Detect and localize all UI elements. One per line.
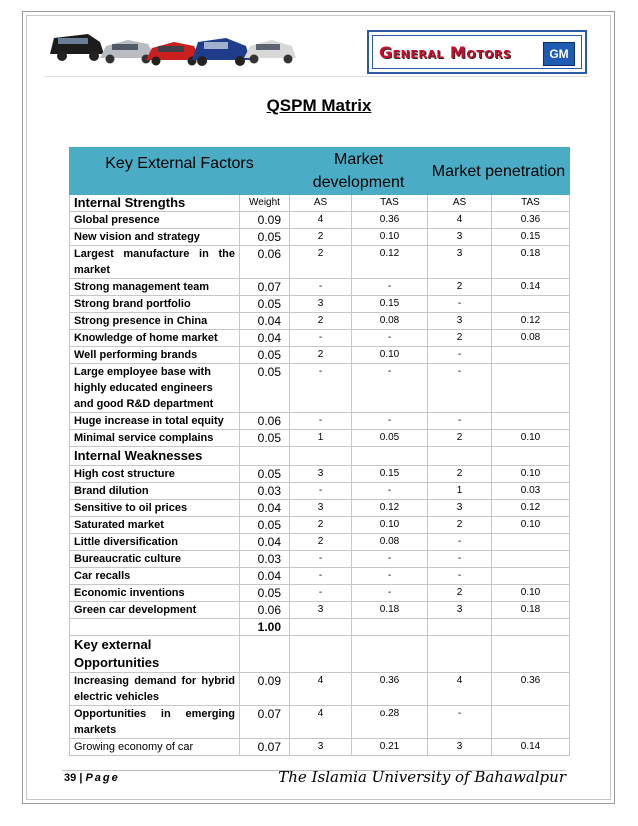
tas1-cell: 0.08	[352, 313, 428, 330]
tas1-cell: -	[352, 483, 428, 500]
factor-cell: Green car development	[70, 602, 240, 619]
as2-cell: 3	[428, 602, 492, 619]
tas2-cell: 0.12	[492, 313, 570, 330]
factor-cell: Opportunities in emerging markets	[70, 706, 240, 739]
empty-cell	[352, 619, 428, 636]
col-weight: Weight	[240, 195, 290, 212]
tas1-cell: -	[352, 364, 428, 413]
factor-cell: Increasing demand for hybrid electric vehicles	[70, 673, 240, 706]
empty-cell	[492, 636, 570, 673]
as1-cell: -	[290, 585, 352, 602]
weight-cell: 0.07	[240, 279, 290, 296]
cars-banner-image	[48, 24, 298, 68]
tas2-cell	[492, 568, 570, 585]
weight-cell: 0.03	[240, 483, 290, 500]
table-row	[70, 246, 570, 279]
as2-cell: -	[428, 568, 492, 585]
factor-cell: Growing economy of car	[70, 739, 240, 756]
as1-cell: 3	[290, 500, 352, 517]
as2-cell: 2	[428, 430, 492, 447]
as2-cell: 4	[428, 673, 492, 706]
empty-cell	[70, 619, 240, 636]
tas2-cell	[492, 413, 570, 430]
col-as-2: AS	[428, 195, 492, 212]
tas2-cell: 0.18	[492, 246, 570, 279]
brand-name: General Motors	[379, 42, 512, 62]
table-row	[70, 534, 570, 551]
as1-cell: 4	[290, 212, 352, 229]
section-internal-strengths: Internal Strengths	[70, 195, 240, 212]
tas2-cell: 0.10	[492, 517, 570, 534]
col-as-1: AS	[290, 195, 352, 212]
tas1-cell: 0.18	[352, 602, 428, 619]
page-number	[64, 772, 120, 784]
table-row	[70, 602, 570, 619]
as2-cell: -	[428, 296, 492, 313]
section-internal-weaknesses-row	[70, 447, 570, 466]
table-row	[70, 347, 570, 364]
table-row	[70, 296, 570, 313]
weight-cell: 0.05	[240, 517, 290, 534]
weight-cell: 0.04	[240, 500, 290, 517]
tas1-cell: -	[352, 585, 428, 602]
gm-logo: GM	[543, 42, 575, 66]
tas1-cell: 0.12	[352, 246, 428, 279]
section-internal-weaknesses: Internal Weaknesses	[70, 447, 240, 466]
empty-cell	[428, 447, 492, 466]
col-tas-2: TAS	[492, 195, 570, 212]
factor-cell: High cost structure	[70, 466, 240, 483]
qspm-table	[69, 147, 570, 756]
tas2-cell: 0.03	[492, 483, 570, 500]
tas1-cell: 0.15	[352, 296, 428, 313]
weight-cell: 0.05	[240, 364, 290, 413]
tas1-cell: 0.08	[352, 534, 428, 551]
as2-cell: 3	[428, 739, 492, 756]
tas2-cell: 0.14	[492, 279, 570, 296]
as2-cell: -	[428, 364, 492, 413]
factor-cell: Bureaucratic culture	[70, 551, 240, 568]
as2-cell: 4	[428, 212, 492, 229]
tas1-cell: 0.15	[352, 466, 428, 483]
tas2-cell: 0.10	[492, 466, 570, 483]
weight-cell: 0.04	[240, 330, 290, 347]
factor-cell: Huge increase in total equity	[70, 413, 240, 430]
weight-cell: 0.04	[240, 313, 290, 330]
as2-cell: 3	[428, 229, 492, 246]
as2-cell: 3	[428, 500, 492, 517]
as1-cell: -	[290, 551, 352, 568]
empty-cell	[352, 447, 428, 466]
as1-cell: -	[290, 330, 352, 347]
as1-cell: 4	[290, 706, 352, 739]
as1-cell: 1	[290, 430, 352, 447]
tas2-cell	[492, 706, 570, 739]
header-rule	[44, 76, 590, 77]
as1-cell: 2	[290, 517, 352, 534]
table-row	[70, 739, 570, 756]
empty-cell	[428, 636, 492, 673]
as2-cell: 3	[428, 246, 492, 279]
weight-cell: 0.06	[240, 602, 290, 619]
empty-cell	[290, 619, 352, 636]
tas2-cell: 0.18	[492, 602, 570, 619]
page-word: Page	[85, 772, 120, 784]
weight-cell: 0.09	[240, 673, 290, 706]
page-number-value: 39	[64, 772, 77, 784]
tas1-cell: 0.10	[352, 347, 428, 364]
as2-cell: 3	[428, 313, 492, 330]
table-row	[70, 585, 570, 602]
factor-cell: Global presence	[70, 212, 240, 229]
as2-cell: -	[428, 706, 492, 739]
university-name: The Islamia University of Bahawalpur	[278, 768, 566, 786]
table-row	[70, 212, 570, 229]
tas2-cell	[492, 296, 570, 313]
table-row	[70, 673, 570, 706]
factor-cell: Large employee base with highly educated engineers and good R&D department	[70, 364, 240, 413]
tas1-cell: -	[352, 568, 428, 585]
tas1-cell: 0.10	[352, 229, 428, 246]
weight-cell: 0.05	[240, 466, 290, 483]
empty-cell	[492, 447, 570, 466]
tas1-cell: -	[352, 330, 428, 347]
as2-cell: -	[428, 347, 492, 364]
tas2-cell	[492, 347, 570, 364]
weight-cell: 0.06	[240, 413, 290, 430]
section-key-external-opportunities-row	[70, 636, 570, 673]
weight-cell: 0.05	[240, 296, 290, 313]
col-tas-1: TAS	[352, 195, 428, 212]
as2-cell: 2	[428, 330, 492, 347]
weight-cell: 0.05	[240, 585, 290, 602]
table-row	[70, 466, 570, 483]
page-number-separator: |	[79, 772, 83, 784]
tas2-cell: 0.36	[492, 212, 570, 229]
as2-cell: 2	[428, 585, 492, 602]
factor-cell: Strong brand portfolio	[70, 296, 240, 313]
as1-cell: -	[290, 279, 352, 296]
as1-cell: -	[290, 483, 352, 500]
section-key-external-opportunities: Key external Opportunities	[70, 636, 240, 673]
as1-cell: 3	[290, 296, 352, 313]
table-row	[70, 706, 570, 739]
tas2-cell: 0.08	[492, 330, 570, 347]
as1-cell: 4	[290, 673, 352, 706]
factor-cell: Brand dilution	[70, 483, 240, 500]
as1-cell: 2	[290, 347, 352, 364]
total-row	[70, 619, 570, 636]
factor-cell: Largest manufacture in the market	[70, 246, 240, 279]
table-row	[70, 229, 570, 246]
weight-cell: 0.07	[240, 706, 290, 739]
tas1-cell: o.28	[352, 706, 428, 739]
weight-cell: 0.06	[240, 246, 290, 279]
as1-cell: 2	[290, 246, 352, 279]
weight-cell: 0.05	[240, 347, 290, 364]
tas1-cell: 0.10	[352, 517, 428, 534]
table-row	[70, 500, 570, 517]
header-market-penetration: Market penetration	[428, 148, 570, 195]
empty-cell	[352, 636, 428, 673]
tas2-cell	[492, 551, 570, 568]
factor-cell: Strong management team	[70, 279, 240, 296]
factor-cell: Economic inventions	[70, 585, 240, 602]
tas2-cell: 0.10	[492, 430, 570, 447]
total-weight: 1.00	[240, 619, 290, 636]
tas2-cell: 0.36	[492, 673, 570, 706]
factor-cell: Car recalls	[70, 568, 240, 585]
table-row	[70, 413, 570, 430]
brand-banner	[367, 30, 587, 74]
as1-cell: 3	[290, 602, 352, 619]
factor-cell: Little diversification	[70, 534, 240, 551]
as1-cell: 2	[290, 534, 352, 551]
factor-cell: Well performing brands	[70, 347, 240, 364]
empty-cell	[290, 636, 352, 673]
as2-cell: 1	[428, 483, 492, 500]
weight-cell: 0.05	[240, 430, 290, 447]
tas1-cell: -	[352, 413, 428, 430]
table-row	[70, 364, 570, 413]
as1-cell: 2	[290, 229, 352, 246]
factor-cell: Saturated market	[70, 517, 240, 534]
weight-cell: 0.03	[240, 551, 290, 568]
as2-cell: 2	[428, 466, 492, 483]
empty-cell	[240, 447, 290, 466]
empty-cell	[428, 619, 492, 636]
header-market-development: Market development	[290, 148, 428, 195]
table-header-row	[70, 148, 570, 195]
empty-cell	[492, 619, 570, 636]
as1-cell: 3	[290, 466, 352, 483]
tas1-cell: 0.12	[352, 500, 428, 517]
tas1-cell: 0.36	[352, 673, 428, 706]
table-subheader-row	[70, 195, 570, 212]
as2-cell: -	[428, 534, 492, 551]
as1-cell: 2	[290, 313, 352, 330]
tas2-cell: 0.10	[492, 585, 570, 602]
empty-cell	[240, 636, 290, 673]
factor-cell: New vision and strategy	[70, 229, 240, 246]
weight-cell: 0.04	[240, 534, 290, 551]
table-row	[70, 551, 570, 568]
table-row	[70, 330, 570, 347]
factor-cell: Minimal service complains	[70, 430, 240, 447]
weight-cell: 0.05	[240, 229, 290, 246]
tas1-cell: -	[352, 279, 428, 296]
brand-banner-inner	[372, 35, 582, 69]
table-row	[70, 313, 570, 330]
as2-cell: -	[428, 413, 492, 430]
tas2-cell	[492, 534, 570, 551]
as2-cell: 2	[428, 517, 492, 534]
factor-cell: Knowledge of home market	[70, 330, 240, 347]
weight-cell: 0.07	[240, 739, 290, 756]
as1-cell: -	[290, 568, 352, 585]
page-title: QSPM Matrix	[266, 96, 372, 115]
table-row	[70, 483, 570, 500]
weight-cell: 0.04	[240, 568, 290, 585]
tas2-cell: 0.15	[492, 229, 570, 246]
tas1-cell: 0.05	[352, 430, 428, 447]
tas2-cell	[492, 364, 570, 413]
header-key-external-factors: Key External Factors	[70, 148, 290, 195]
empty-cell	[290, 447, 352, 466]
as1-cell: -	[290, 413, 352, 430]
table-row	[70, 517, 570, 534]
as2-cell: -	[428, 551, 492, 568]
table-row	[70, 430, 570, 447]
as1-cell: -	[290, 364, 352, 413]
as1-cell: 3	[290, 739, 352, 756]
as2-cell: 2	[428, 279, 492, 296]
tas1-cell: 0.36	[352, 212, 428, 229]
tas2-cell: 0.12	[492, 500, 570, 517]
tas1-cell: -	[352, 551, 428, 568]
factor-cell: Sensitive to oil prices	[70, 500, 240, 517]
tas2-cell: 0.14	[492, 739, 570, 756]
table-row	[70, 279, 570, 296]
factor-cell: Strong presence in China	[70, 313, 240, 330]
tas1-cell: 0.21	[352, 739, 428, 756]
weight-cell: 0.09	[240, 212, 290, 229]
table-row	[70, 568, 570, 585]
